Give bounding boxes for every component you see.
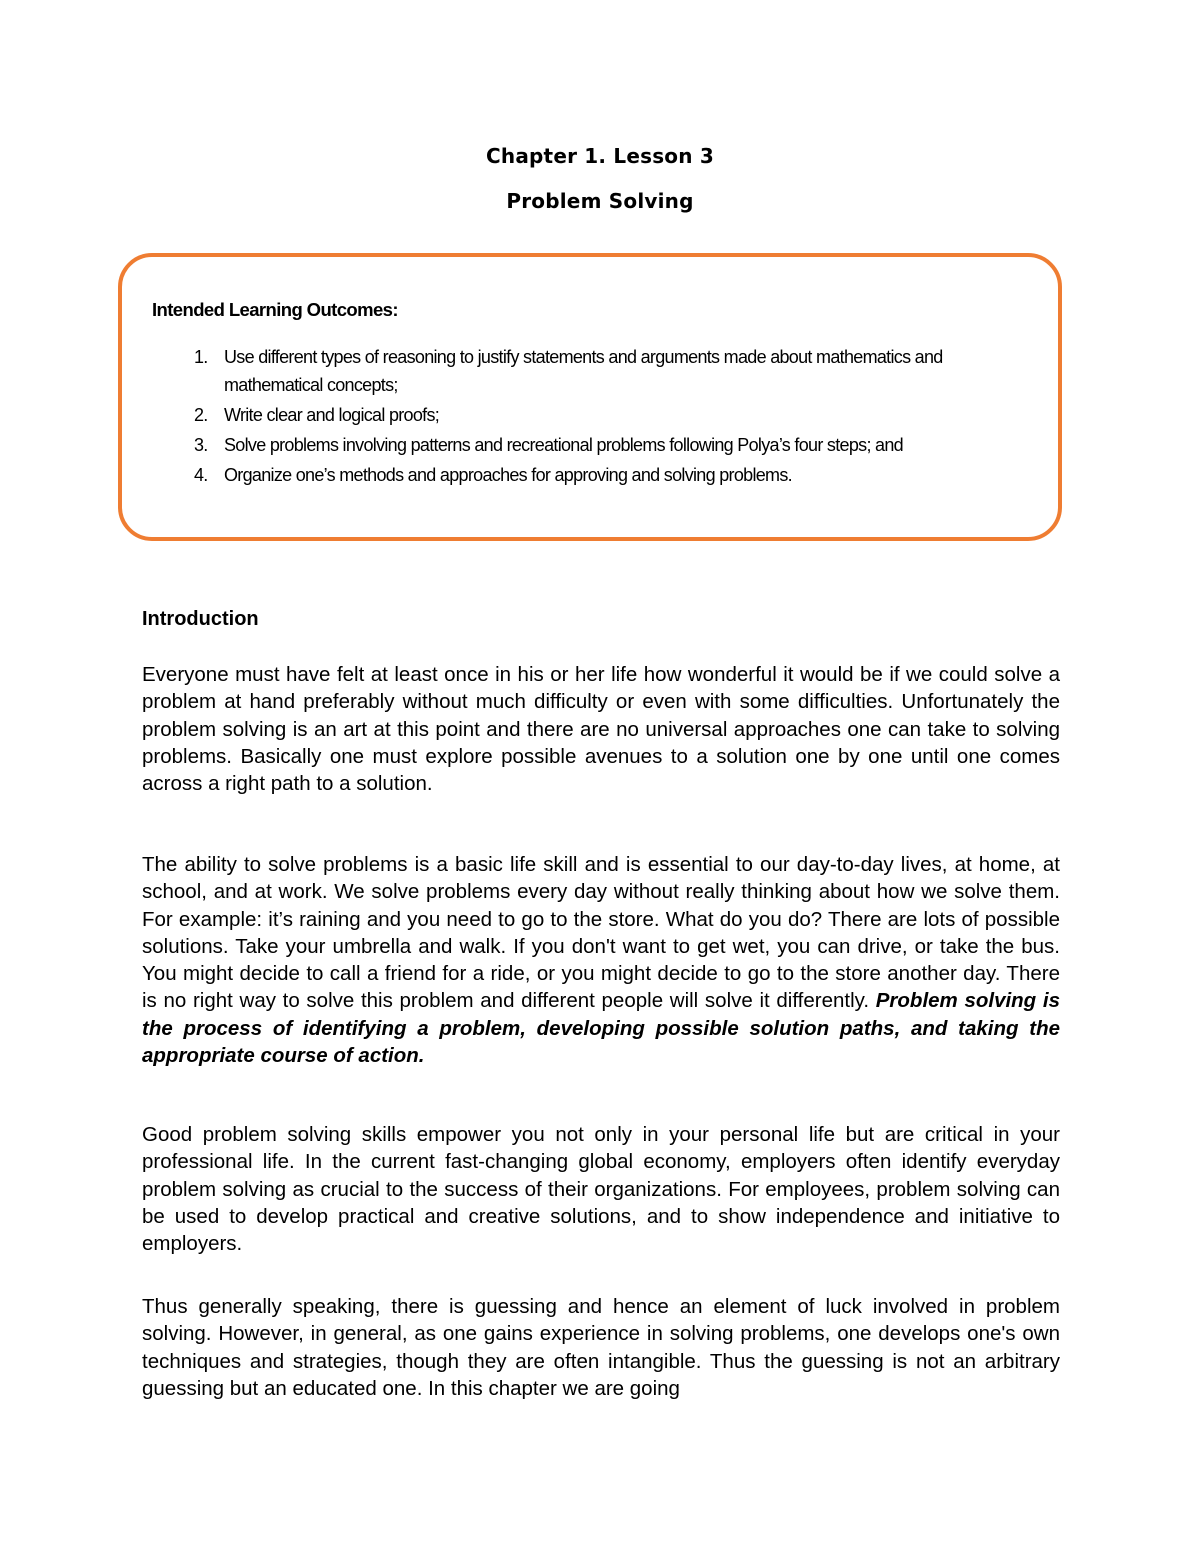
introduction-paragraph-2 bbox=[142, 851, 1060, 1069]
chapter-title: Chapter 1. Lesson 3 bbox=[486, 144, 714, 168]
lesson-title: Problem Solving bbox=[506, 189, 694, 213]
introduction-paragraph-3: Good problem solving skills empower you not only in your personal life but are critical in your professional life. In the current fast-changing global economy, employers often identify everyday problem solving as crucial to the success of their organizations. For employees, problem solving can be used to develop practical and creative solutions, and to show independence and initiative to employers. bbox=[142, 1123, 1060, 1256]
outcome-item bbox=[150, 431, 1040, 459]
outcome-number: 4. bbox=[194, 465, 208, 485]
introduction-paragraph-4: Thus generally speaking, there is guessing and hence an element of luck involved in problem solving. However, in general, as one gains experience in solving problems, one develops one's own techniques and strategies, though they are often intangible. Thus the guessing is not an arbitrary guessing but an educated one. In this chapter we are going bbox=[142, 1295, 1060, 1400]
introduction-heading: Introduction bbox=[142, 608, 259, 630]
outcome-number: 2. bbox=[194, 405, 208, 425]
outcome-item bbox=[150, 461, 1040, 489]
learning-outcomes-list bbox=[150, 343, 1040, 491]
outcome-item bbox=[150, 343, 1040, 399]
learning-outcomes-heading: Intended Learning Outcomes: bbox=[152, 299, 398, 320]
outcome-text: Write clear and logical proofs; bbox=[224, 405, 440, 425]
outcome-item bbox=[150, 401, 1040, 429]
outcome-text: Organize one’s methods and approaches for approving and solving problems. bbox=[224, 465, 792, 485]
problem-solving-definition: Problem solving is the process of identifying a problem, developing possible solution paths, and taking the appropriate course of action. bbox=[142, 989, 1060, 1068]
outcome-number: 1. bbox=[194, 347, 208, 367]
introduction-paragraph-1: Everyone must have felt at least once in his or her life how wonderful it would be if we could solve a problem at hand preferably without much difficulty or even with some difficulties. Unfortunately the problem solving is an art at this point and there are no universal approaches one can take to solving problems. Basically one must explore possible avenues to a solution one by one until one comes across a right path to a solution. bbox=[142, 663, 1060, 796]
outcome-text: Use different types of reasoning to justify statements and arguments made about mathematics and mathematical concepts; bbox=[224, 347, 943, 395]
paragraph-text: The ability to solve problems is a basic life skill and is essential to our day-to-day lives, at home, at school, and at work. We solve problems every day without really thinking about how we solve them. For example: it’s raining and you need to go to the store. What do you do? There are lots of possible solutions. Take your umbrella and walk. If you don't want to get wet, you can drive, or take the bus. You might decide to call a friend for a ride, or you might decide to go to the store another day. There is no right way to solve this problem and different people will solve it differently. bbox=[142, 853, 1060, 1013]
outcome-text: Solve problems involving patterns and recreational problems following Polya’s four steps; and bbox=[224, 435, 903, 455]
outcome-number: 3. bbox=[194, 435, 208, 455]
